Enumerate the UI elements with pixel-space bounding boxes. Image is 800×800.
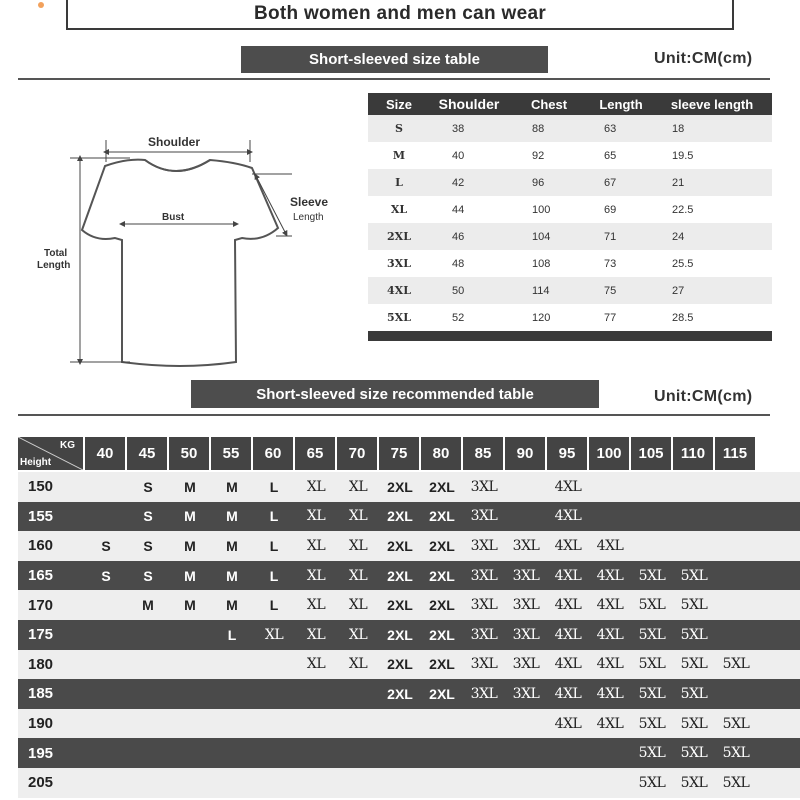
size-recommendation-cell: M [184, 597, 196, 614]
size-recommendation-cell: L [269, 508, 279, 525]
height-cell: 185 [28, 685, 54, 703]
size-recommendation-cell: 2XL [387, 597, 413, 614]
kg-header-cell: 75 [379, 437, 419, 470]
height-cell: 160 [28, 537, 54, 555]
size-table-cell: S [395, 122, 403, 135]
size-recommendation-cell: XL [306, 567, 326, 584]
size-recommendation-cell: L [269, 567, 279, 584]
height-cell: 165 [28, 567, 54, 585]
size-recommendation-cell: M [142, 597, 154, 614]
sleeve-length-label: Length [293, 212, 324, 223]
rec-table-row [18, 738, 800, 768]
recommended-size-table [18, 437, 800, 798]
size-recommendation-cell: 2XL [429, 685, 455, 702]
height-cell: 150 [28, 478, 54, 496]
size-recommendation-cell: 5XL [638, 656, 666, 673]
size-recommendation-cell: 3XL [470, 508, 498, 525]
size-table-cell: 48 [452, 257, 465, 270]
kg-header-cell: 50 [169, 437, 209, 470]
size-recommendation-cell: 4XL [596, 685, 624, 702]
rec-table-row [18, 768, 800, 798]
size-table-row [368, 115, 772, 142]
kg-header-cell: 55 [211, 437, 251, 470]
size-recommendation-cell: 4XL [596, 715, 624, 732]
size-table-cell: 50 [452, 284, 465, 297]
size-recommendation-cell: XL [348, 597, 368, 614]
size-recommendation-cell: L [269, 597, 279, 614]
size-table-cell: 77 [604, 311, 617, 324]
size-recommendation-cell: M [226, 508, 238, 525]
size-recommendation-cell: 3XL [512, 537, 540, 554]
size-table-title: Short-sleeved size table [241, 46, 548, 73]
height-cell: 170 [28, 596, 54, 614]
size-recommendation-cell: 4XL [596, 656, 624, 673]
size-recommendation-cell: 4XL [554, 656, 582, 673]
size-recommendation-cell: 2XL [429, 656, 455, 673]
size-table-row [368, 250, 772, 277]
size-recommendation-cell: 5XL [680, 745, 708, 762]
size-recommendation-cell: 2XL [387, 508, 413, 525]
size-recommendation-cell: 4XL [596, 626, 624, 643]
size-table-unit: Unit:CM(cm) [654, 50, 753, 67]
divider-line-2 [18, 414, 770, 416]
size-recommendation-cell: 3XL [512, 626, 540, 643]
size-table-cell: XL [390, 203, 408, 216]
tshirt-diagram [30, 130, 350, 370]
size-recommendation-cell: 2XL [387, 685, 413, 702]
size-recommendation-cell: 4XL [554, 508, 582, 525]
size-recommendation-cell: 5XL [638, 597, 666, 614]
height-cell: 195 [28, 744, 54, 762]
header-length: Length [599, 96, 643, 112]
size-table-cell: 46 [452, 230, 465, 243]
size-table-cell: M [392, 149, 406, 162]
banner-text: Both women and men can wear [253, 3, 547, 24]
size-recommendation-cell: M [184, 478, 196, 495]
size-recommendation-cell: 5XL [638, 774, 666, 791]
size-recommendation-cell: 4XL [596, 537, 624, 554]
size-recommendation-cell: 3XL [470, 567, 498, 584]
size-table-cell: 63 [604, 122, 617, 135]
size-table-row [368, 304, 772, 331]
size-recommendation-cell: 5XL [638, 626, 666, 643]
size-recommendation-cell: 2XL [429, 537, 455, 554]
size-table-cell: 88 [532, 122, 545, 135]
top-banner [66, 0, 734, 30]
rec-table-row [18, 709, 800, 739]
size-table-cell: 67 [604, 176, 617, 189]
size-recommendation-cell: 5XL [722, 715, 750, 732]
size-table-row [368, 169, 772, 196]
size-recommendation-cell: 3XL [470, 478, 498, 495]
height-cell: 175 [28, 626, 54, 644]
shoulder-label: Shoulder [148, 135, 201, 149]
size-table-cell: 114 [532, 284, 550, 297]
size-table-row [368, 196, 772, 223]
size-table-cell: 21 [672, 176, 685, 189]
size-recommendation-cell: 4XL [554, 626, 582, 643]
sleeve-label: Sleeve [290, 195, 329, 209]
size-table-cell: 52 [452, 311, 465, 324]
size-recommendation-cell: 3XL [470, 685, 498, 702]
bust-label: Bust [162, 212, 185, 223]
size-recommendation-cell: XL [348, 567, 368, 584]
size-table-cell: 40 [452, 149, 465, 162]
kg-header-cell: 40 [85, 437, 125, 470]
size-table-cell: 2XL [387, 230, 411, 243]
size-recommendation-cell: M [184, 567, 196, 584]
size-recommendation-cell: 4XL [596, 567, 624, 584]
corner-kg-label: KG [60, 440, 75, 451]
size-table-cell: 44 [452, 203, 465, 216]
size-recommendation-cell: M [226, 597, 238, 614]
size-table-cell: 22.5 [672, 203, 694, 216]
header-shoulder: Shoulder [438, 96, 500, 112]
size-recommendation-cell: 2XL [429, 478, 455, 495]
size-table-cell: 120 [532, 311, 551, 324]
size-table-cell: 28.5 [672, 311, 694, 324]
size-recommendation-cell: L [227, 626, 237, 643]
size-recommendation-cell: 5XL [638, 715, 666, 732]
size-table-cell: 18 [672, 122, 685, 135]
size-table-header [368, 93, 772, 115]
kg-header-cell: 105 [631, 437, 671, 470]
kg-header-cell: 65 [295, 437, 335, 470]
kg-header-cell: 110 [673, 437, 713, 470]
size-table-cell: 3XL [387, 257, 411, 270]
size-recommendation-cell: 5XL [722, 774, 750, 791]
kg-header-cell: 60 [253, 437, 293, 470]
size-recommendation-cell: M [184, 508, 196, 525]
size-recommendation-cell: 4XL [554, 685, 582, 702]
size-recommendation-cell: 2XL [387, 478, 413, 495]
rec-table-row [18, 590, 800, 620]
rec-table-body [18, 472, 800, 798]
size-table [368, 93, 772, 341]
rec-table-corner [18, 437, 83, 470]
size-recommendation-cell: M [226, 478, 238, 495]
size-recommendation-cell: 4XL [554, 715, 582, 732]
height-cell: 180 [28, 655, 54, 673]
size-recommendation-cell: XL [306, 508, 326, 525]
size-recommendation-cell: 3XL [470, 597, 498, 614]
size-recommendation-cell: XL [348, 626, 368, 643]
rec-table-row [18, 620, 800, 650]
kg-header-cell: 80 [421, 437, 461, 470]
size-recommendation-cell: 2XL [387, 567, 413, 584]
rec-table-header [18, 437, 800, 470]
size-recommendation-cell: 2XL [429, 626, 455, 643]
size-recommendation-cell: 5XL [680, 774, 708, 791]
header-size: Size [385, 96, 412, 112]
rec-table-row [18, 502, 800, 532]
size-recommendation-cell: M [226, 567, 238, 584]
size-table-cell: 100 [532, 203, 551, 216]
size-recommendation-cell: 5XL [680, 597, 708, 614]
size-recommendation-cell: 3XL [512, 597, 540, 614]
size-recommendation-cell: XL [348, 537, 368, 554]
size-table-cell: 25.5 [672, 257, 694, 270]
size-recommendation-cell: XL [306, 626, 326, 643]
size-recommendation-cell: S [143, 508, 153, 525]
height-cell: 205 [28, 774, 54, 792]
size-table-cell: 42 [452, 176, 465, 189]
kg-header-cell: 85 [463, 437, 503, 470]
total-length-label: Length [37, 260, 71, 271]
size-recommendation-cell: XL [306, 537, 326, 554]
size-recommendation-cell: 2XL [429, 597, 455, 614]
size-recommendation-cell: XL [348, 508, 368, 525]
size-table-cell: 104 [532, 230, 551, 243]
size-recommendation-cell: 5XL [722, 656, 750, 673]
size-table-cell: 75 [604, 284, 617, 297]
height-cell: 155 [28, 507, 54, 525]
size-recommendation-cell: S [101, 567, 111, 584]
divider-line [18, 78, 770, 80]
size-recommendation-cell: 5XL [680, 715, 708, 732]
size-recommendation-cell: 4XL [596, 597, 624, 614]
size-recommendation-cell: 3XL [512, 685, 540, 702]
size-recommendation-cell: 3XL [512, 567, 540, 584]
size-recommendation-cell: 5XL [638, 685, 666, 702]
kg-header-cell: 115 [715, 437, 755, 470]
size-table-footer-bar [368, 331, 772, 341]
size-table-cell: 4XL [387, 284, 411, 297]
size-recommendation-cell: 5XL [680, 656, 708, 673]
size-recommendation-cell: 3XL [512, 656, 540, 673]
size-recommendation-cell: XL [306, 597, 326, 614]
size-recommendation-cell: S [143, 567, 153, 584]
size-recommendation-cell: 2XL [429, 567, 455, 584]
size-recommendation-cell: 4XL [554, 537, 582, 554]
size-recommendation-cell: XL [348, 656, 368, 673]
size-recommendation-cell: XL [306, 656, 326, 673]
size-recommendation-cell: 4XL [554, 478, 582, 495]
size-table-row [368, 277, 772, 304]
size-recommendation-cell: M [184, 537, 196, 554]
rec-table-row [18, 650, 800, 680]
size-table-cell: 92 [532, 149, 545, 162]
rec-table-row [18, 531, 800, 561]
kg-header-cell: 95 [547, 437, 587, 470]
size-recommendation-cell: XL [348, 478, 368, 495]
kg-header-cell: 45 [127, 437, 167, 470]
tshirt-outline-icon [30, 130, 350, 370]
decorative-dot [38, 2, 44, 8]
size-recommendation-cell: 2XL [387, 537, 413, 554]
size-table-body [368, 115, 772, 331]
size-recommendation-cell: L [269, 537, 279, 554]
size-table-cell: 96 [532, 176, 545, 189]
size-recommendation-cell: 5XL [722, 745, 750, 762]
size-recommendation-cell: 5XL [680, 685, 708, 702]
size-table-cell: 71 [604, 230, 617, 243]
size-recommendation-cell: L [269, 478, 279, 495]
size-table-cell: 69 [604, 203, 617, 216]
rec-table-row [18, 679, 800, 709]
size-recommendation-cell: 5XL [680, 626, 708, 643]
corner-height-label: Height [20, 457, 52, 468]
size-table-row [368, 223, 772, 250]
size-recommendation-cell: S [143, 537, 153, 554]
size-recommendation-cell: 3XL [470, 626, 498, 643]
size-recommendation-cell: 2XL [387, 626, 413, 643]
size-recommendation-cell: 5XL [680, 567, 708, 584]
header-chest: Chest [530, 96, 568, 112]
size-recommendation-cell: 3XL [470, 537, 498, 554]
recommended-table-unit: Unit:CM(cm) [654, 388, 753, 405]
size-table-cell: 24 [672, 230, 685, 243]
header-sleeve-length: sleeve length [670, 96, 754, 112]
size-recommendation-cell: 5XL [638, 745, 666, 762]
size-recommendation-cell: 2XL [387, 656, 413, 673]
size-recommendation-cell: 4XL [554, 567, 582, 584]
size-recommendation-cell: S [143, 478, 153, 495]
size-table-cell: 65 [604, 149, 617, 162]
size-table-cell: 5XL [387, 311, 411, 324]
size-recommendation-cell: 5XL [638, 567, 666, 584]
size-recommendation-cell: XL [264, 626, 284, 643]
kg-header-cell: 100 [589, 437, 629, 470]
kg-header-cell: 90 [505, 437, 545, 470]
rec-table-row [18, 472, 800, 502]
size-recommendation-cell: 4XL [554, 597, 582, 614]
size-recommendation-cell: S [101, 537, 111, 554]
height-cell: 190 [28, 715, 54, 733]
kg-header-cell: 70 [337, 437, 377, 470]
size-table-row [368, 142, 772, 169]
total-label: Total [44, 248, 68, 259]
size-table-cell: L [395, 176, 403, 189]
recommended-table-title: Short-sleeved size recommended table [191, 380, 599, 408]
size-table-cell: 27 [672, 284, 685, 297]
size-recommendation-cell: M [226, 537, 238, 554]
size-table-cell: 38 [452, 122, 465, 135]
size-table-cell: 73 [604, 257, 617, 270]
size-recommendation-cell: 3XL [470, 656, 498, 673]
size-table-cell: 19.5 [672, 149, 694, 162]
size-table-cell: 108 [532, 257, 551, 270]
size-recommendation-cell: XL [306, 478, 326, 495]
size-recommendation-cell: 2XL [429, 508, 455, 525]
rec-table-row [18, 561, 800, 591]
